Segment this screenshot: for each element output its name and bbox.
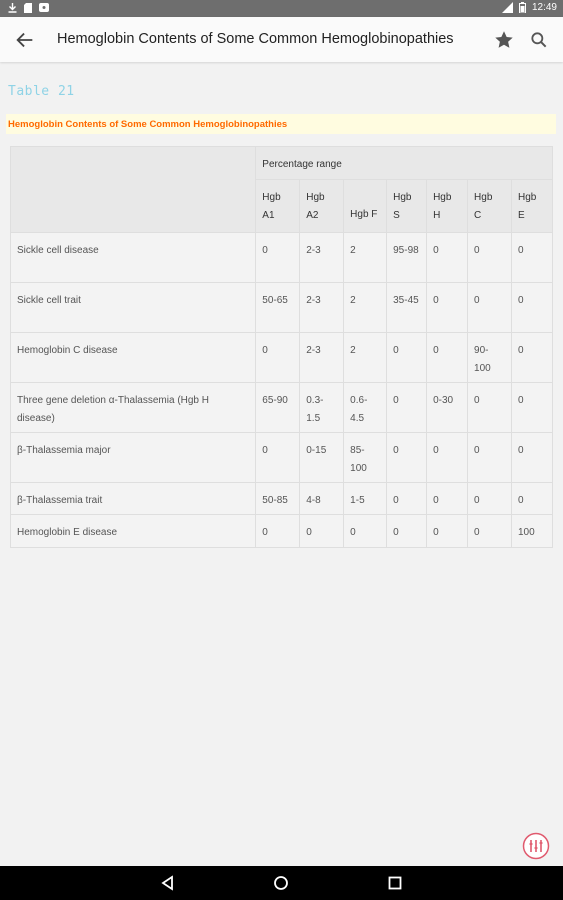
table-caption: Table 21 xyxy=(8,84,75,99)
table-cell: 0 xyxy=(468,383,512,433)
table-cell: 0 xyxy=(344,515,387,548)
table-cell: 0 xyxy=(511,433,552,483)
column-header: Hgb A2 xyxy=(300,180,344,233)
table-row xyxy=(11,433,553,483)
table-cell: 0 xyxy=(468,483,512,515)
table-cell: 0 xyxy=(256,233,300,283)
table-cell: 0 xyxy=(256,433,300,483)
table-cell: 2-3 xyxy=(300,333,344,383)
nav-home-icon[interactable] xyxy=(273,875,289,891)
table-cell: 0.3-1.5 xyxy=(300,383,344,433)
column-header: Hgb H xyxy=(427,180,468,233)
row-label: Three gene deletion α-Thalassemia (Hgb H disease) xyxy=(11,383,256,433)
table-row xyxy=(11,515,553,548)
table-cell: 35-45 xyxy=(387,283,427,333)
table-cell: 0 xyxy=(468,283,512,333)
calculator-icon[interactable] xyxy=(522,832,550,860)
table-cell: 0-30 xyxy=(427,383,468,433)
table-corner-cell xyxy=(11,147,256,233)
status-bar xyxy=(0,0,563,17)
table-cell: 85-100 xyxy=(344,433,387,483)
sd-card-icon xyxy=(24,3,32,13)
column-header: Hgb F xyxy=(344,180,387,233)
table-cell: 2 xyxy=(344,233,387,283)
table-cell: 1-5 xyxy=(344,483,387,515)
back-arrow-icon[interactable] xyxy=(14,29,36,51)
table-cell: 0 xyxy=(511,383,552,433)
table-cell: 0 xyxy=(427,483,468,515)
table-cell: 65-90 xyxy=(256,383,300,433)
table-cell: 0 xyxy=(387,483,427,515)
table-cell: 0 xyxy=(427,233,468,283)
table-cell: 0 xyxy=(511,483,552,515)
table-cell: 0 xyxy=(300,515,344,548)
table-row xyxy=(11,233,553,283)
table-cell: 0 xyxy=(256,333,300,383)
table-cell: 0 xyxy=(387,515,427,548)
table-cell: 50-85 xyxy=(256,483,300,515)
row-label: β-Thalassemia trait xyxy=(11,483,256,515)
table-cell: 100 xyxy=(511,515,552,548)
group-header: Percentage range xyxy=(256,147,553,180)
nav-back-icon[interactable] xyxy=(160,875,176,891)
table-cell: 0.6-4.5 xyxy=(344,383,387,433)
navigation-bar xyxy=(0,866,563,900)
table-cell: 0 xyxy=(511,283,552,333)
table-row xyxy=(11,333,553,383)
table-cell: 2-3 xyxy=(300,233,344,283)
table-cell: 0 xyxy=(427,333,468,383)
table-row xyxy=(11,483,553,515)
table-cell: 0 xyxy=(468,515,512,548)
table-cell: 0 xyxy=(427,283,468,333)
table-cell: 0 xyxy=(468,433,512,483)
nav-recents-icon[interactable] xyxy=(387,875,403,891)
row-label: Sickle cell disease xyxy=(11,233,256,283)
column-header: Hgb C xyxy=(468,180,512,233)
table-cell: 2 xyxy=(344,333,387,383)
column-header: Hgb E xyxy=(511,180,552,233)
table-row xyxy=(11,383,553,433)
status-time: 12:49 xyxy=(531,2,557,13)
row-label: β-Thalassemia major xyxy=(11,433,256,483)
table-cell: 0 xyxy=(387,433,427,483)
table-row xyxy=(11,283,553,333)
table-cell: 0 xyxy=(427,515,468,548)
table-cell: 0 xyxy=(387,383,427,433)
row-label: Hemoglobin E disease xyxy=(11,515,256,548)
table-cell: 0 xyxy=(387,333,427,383)
table-cell: 0-15 xyxy=(300,433,344,483)
table-title: Hemoglobin Contents of Some Common Hemoglobinopathies xyxy=(6,114,556,134)
download-icon xyxy=(8,3,17,13)
table-cell: 0 xyxy=(468,233,512,283)
hemoglobin-table xyxy=(10,146,553,548)
table-cell: 0 xyxy=(256,515,300,548)
table-cell: 2-3 xyxy=(300,283,344,333)
table-cell: 0 xyxy=(427,433,468,483)
row-label: Sickle cell trait xyxy=(11,283,256,333)
column-header: Hgb A1 xyxy=(256,180,300,233)
battery-icon xyxy=(519,2,526,13)
table-cell: 50-65 xyxy=(256,283,300,333)
star-icon[interactable] xyxy=(493,29,515,51)
table-cell: 2 xyxy=(344,283,387,333)
table-cell: 95-98 xyxy=(387,233,427,283)
column-header: Hgb S xyxy=(387,180,427,233)
table-cell: 0 xyxy=(511,333,552,383)
notification-icon xyxy=(39,3,49,13)
signal-icon xyxy=(502,2,513,13)
search-icon[interactable] xyxy=(529,30,549,50)
app-bar xyxy=(0,17,563,62)
table-cell: 90-100 xyxy=(468,333,512,383)
table-cell: 0 xyxy=(511,233,552,283)
page-title: Hemoglobin Contents of Some Common Hemoglobinopathies xyxy=(57,31,454,47)
table-cell: 4-8 xyxy=(300,483,344,515)
row-label: Hemoglobin C disease xyxy=(11,333,256,383)
